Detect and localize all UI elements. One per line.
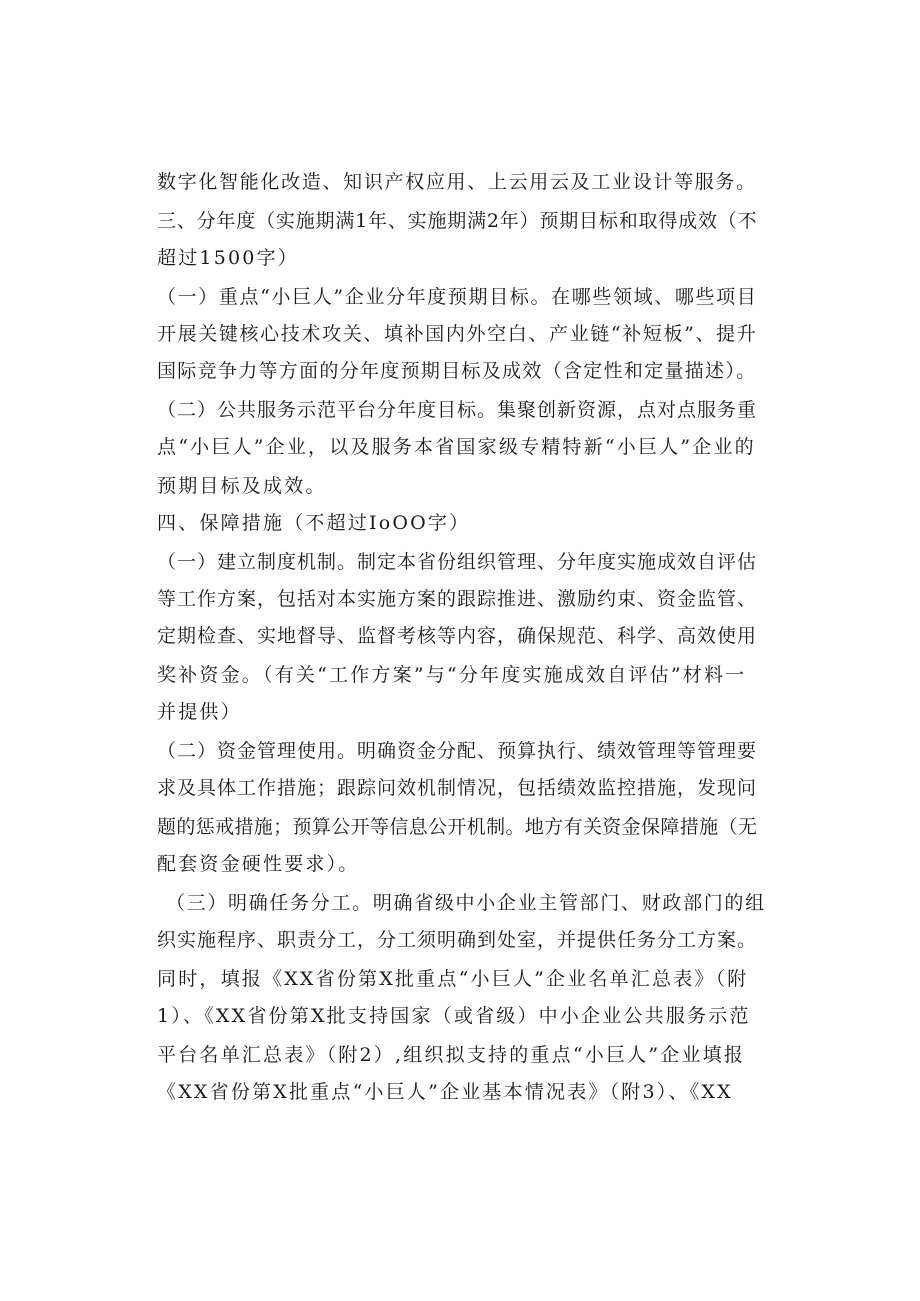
text-line: 预期目标及成效。 — [157, 475, 327, 497]
text-line: 《XX省份第X批重点“小巨人”企业基本情况表》（附3）、《XX — [157, 1081, 733, 1103]
text-line: 求及具体工作措施；跟踪问效机制情况，包括绩效监控措施，发现问 — [157, 777, 758, 799]
text-line: 超过1500字） — [157, 247, 299, 269]
text-line: 奖补资金。（有关“工作方案”与“分年度实施成效自评估”材料一 — [157, 664, 747, 686]
text-line: （二）资金管理使用。明确资金分配、预算执行、绩效管理等管理要 — [157, 740, 758, 762]
text-line: 四、保障措施（不超过IoOO字） — [157, 512, 471, 534]
text-line: 三、分年度（实施期满1年、实施期满2年）预期目标和取得成效（不 — [157, 210, 758, 232]
text-line: 等工作方案，包括对本实施方案的跟踪推进、激励约束、资金监管、 — [157, 588, 758, 610]
text-line: 并提供） — [157, 701, 242, 723]
text-line: 题的惩戒措施；预算公开等信息公开机制。地方有关资金保障措施（无 — [157, 816, 758, 838]
text-line: 数字化智能化改造、知识产权应用、上云用云及工业设计等服务。 — [157, 171, 757, 193]
text-line: 同时，填报《XX省份第X批重点“小巨人”企业名单汇总表》（附 — [157, 968, 749, 990]
text-line: 织实施程序、职责分工，分工须明确到处室，并提供任务分工方案。 — [157, 929, 758, 951]
text-line: 开展关键核心技术攻关、填补国内外空白、产业链“补短板”、提升 — [157, 323, 758, 345]
text-line: 1）、《XX省份第X批支持国家（或省级）中小企业公共服务示范 — [157, 1005, 751, 1027]
text-line: 配套资金硬性要求）。 — [157, 853, 360, 875]
text-line: （三）明确任务分工。明确省级中小企业主管部门、财政部门的组 — [166, 892, 766, 914]
text-line: 国际竞争力等方面的分年度预期目标及成效（含定性和定量描述）。 — [157, 360, 757, 382]
text-line: （二）公共服务示范平台分年度目标。集聚创新资源，点对点服务重 — [157, 399, 758, 421]
text-line: （一）重点“小巨人”企业分年度预期目标。在哪些领域、哪些项目 — [157, 286, 758, 308]
text-line: 定期检查、实地督导、监督考核等内容，确保规范、科学、高效使用 — [157, 625, 758, 647]
text-line: （一）建立制度机制。制定本省份组织管理、分年度实施成效自评估 — [157, 551, 758, 573]
text-line: 点“小巨人”企业，以及服务本省国家级专精特新“小巨人”企业的 — [157, 436, 756, 458]
text-line: 平台名单汇总表》（附2）,组织拟支持的重点“小巨人”企业填报 — [157, 1044, 746, 1066]
